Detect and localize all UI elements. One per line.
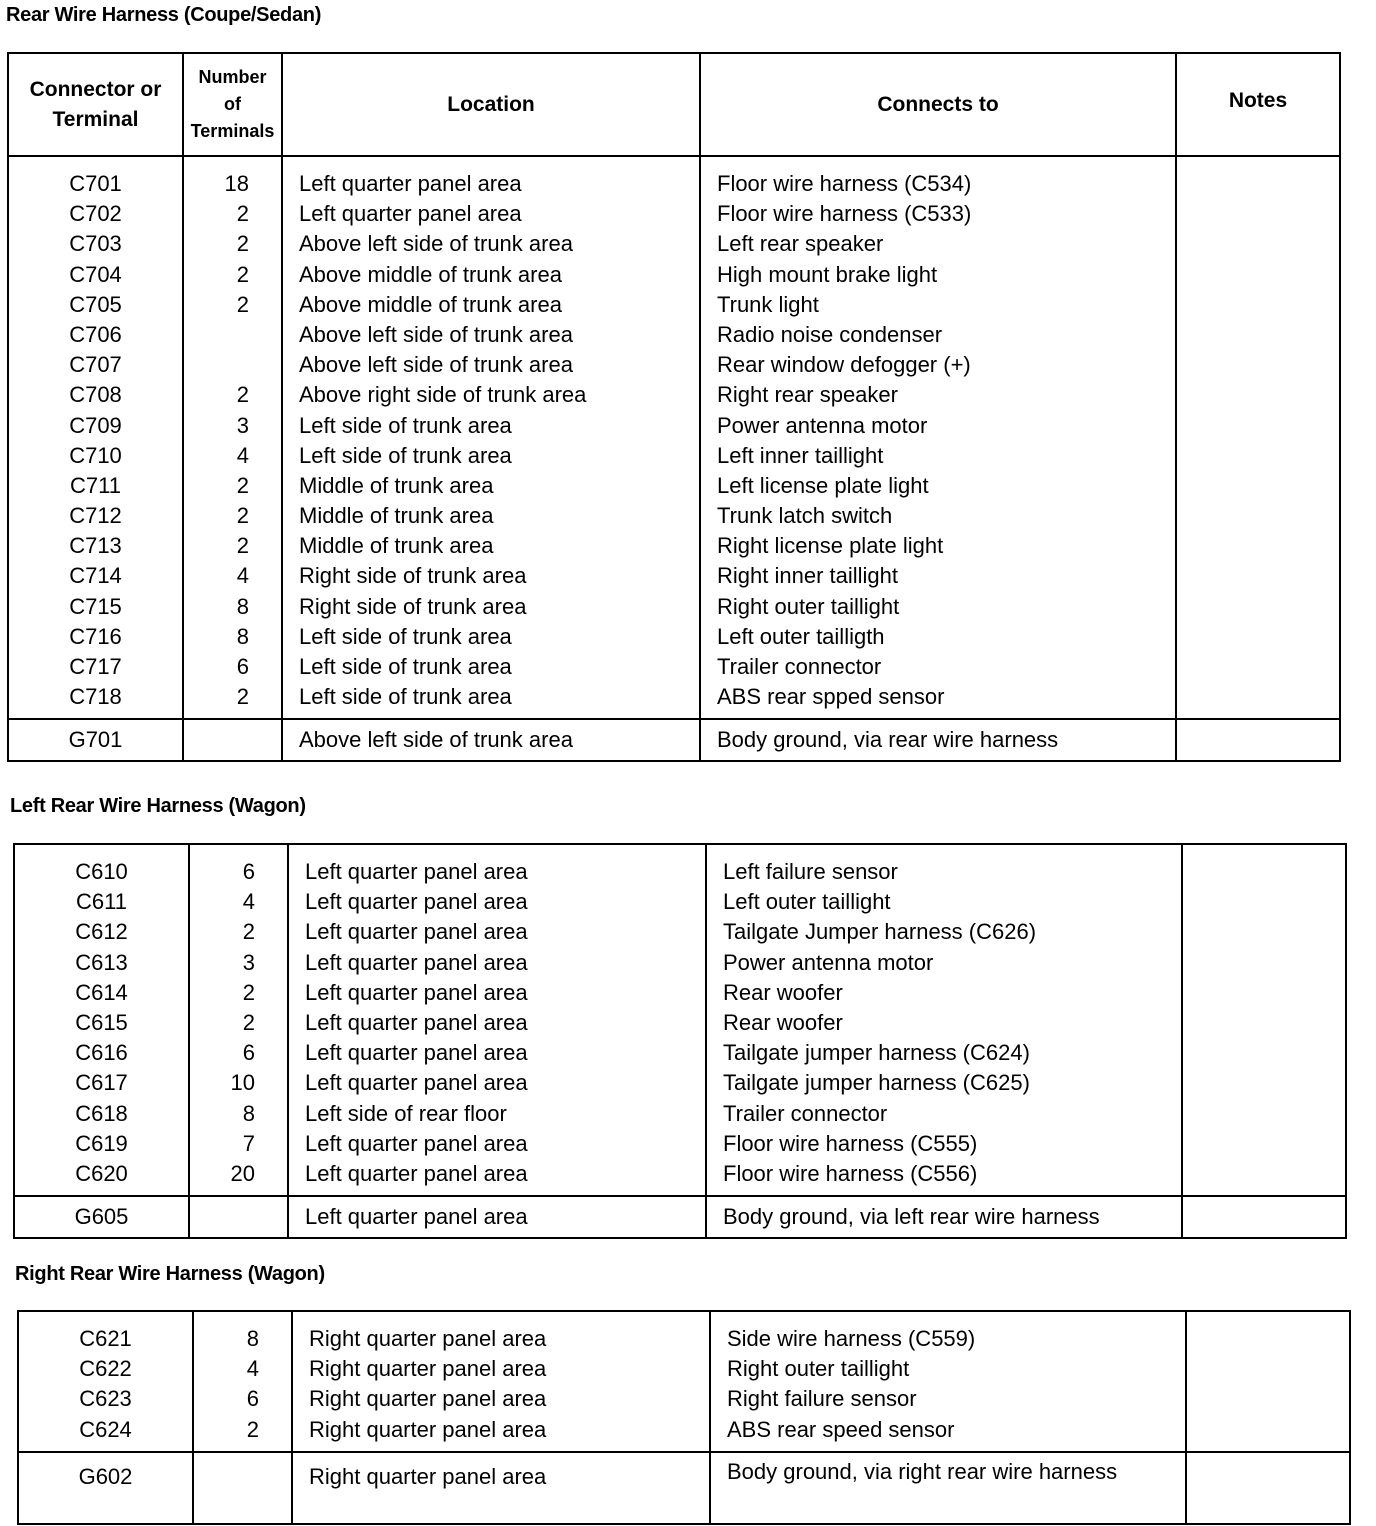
location-text: Left quarter panel area xyxy=(305,949,528,975)
location-text: Above left side of trunk area xyxy=(299,352,573,378)
ground-row xyxy=(14,1196,1346,1238)
location-text: Middle of trunk area xyxy=(299,503,494,529)
ground-location: Left quarter panel area xyxy=(288,1196,706,1238)
connector-id: C708 xyxy=(69,382,122,408)
harness-table-left-rear-wagon xyxy=(13,843,1347,1239)
connects-to-text: Side wire harness (C559) xyxy=(727,1326,976,1351)
terminal-count: 3 xyxy=(242,949,255,975)
location-text: Left quarter panel area xyxy=(305,1070,528,1096)
location-text: Left side of rear floor xyxy=(305,1100,507,1126)
connects-to-text: Left outer tailligth xyxy=(717,623,885,649)
terminal-count: 2 xyxy=(236,503,249,529)
location-text: Left quarter panel area xyxy=(305,979,528,1005)
connector-id: C710 xyxy=(69,442,122,468)
connects-to-text: Floor wire harness (C556) xyxy=(723,1160,978,1186)
header-location: Location xyxy=(282,53,700,156)
connector-column xyxy=(18,1311,193,1452)
location-text: Left side of trunk area xyxy=(299,654,512,679)
connector-id: C716 xyxy=(69,623,122,649)
location-text: Left side of trunk area xyxy=(299,442,512,468)
location-text: Right side of trunk area xyxy=(299,593,527,619)
connector-id: C617 xyxy=(75,1070,128,1096)
ground-location: Above left side of trunk area xyxy=(282,719,700,761)
terminal-count: 4 xyxy=(236,442,249,468)
connector-id: C618 xyxy=(75,1100,128,1126)
harness-table-rear-coupe-sedan xyxy=(7,52,1341,762)
connector-id: C613 xyxy=(75,949,128,975)
location-text: Right quarter panel area xyxy=(309,1386,547,1412)
location-text: Middle of trunk area xyxy=(299,533,494,559)
connector-id: C715 xyxy=(69,593,122,619)
location-text: Right quarter panel area xyxy=(309,1356,547,1382)
terminal-count: 2 xyxy=(236,472,249,498)
terminal-count: 2 xyxy=(242,1009,255,1035)
location-text: Above middle of trunk area xyxy=(299,291,562,317)
header-connector: Connector or Terminal xyxy=(8,53,183,156)
connector-id: C615 xyxy=(75,1009,128,1035)
rows-block xyxy=(14,844,1346,1196)
connector-id: C707 xyxy=(69,352,122,378)
connector-id: C623 xyxy=(79,1386,132,1412)
connects-to-column xyxy=(710,1311,1186,1452)
ground-connects-to: Body ground, via right rear wire harness xyxy=(710,1452,1186,1524)
terminal-count: 3 xyxy=(236,412,249,438)
connects-to-text: Right failure sensor xyxy=(727,1386,917,1412)
location-text: Left quarter panel area xyxy=(305,1130,528,1156)
ground-id: G701 xyxy=(8,719,183,761)
connects-to-text: Rear woofer xyxy=(723,979,843,1005)
connects-to-text: Floor wire harness (C555) xyxy=(723,1130,978,1156)
ground-notes xyxy=(1176,719,1340,761)
terminal-count xyxy=(184,350,249,380)
terminal-count: 2 xyxy=(236,201,249,227)
terminal-count: 6 xyxy=(236,654,249,679)
terminal-count: 2 xyxy=(236,533,249,559)
ground-notes xyxy=(1182,1196,1346,1238)
connects-to-text: Left rear speaker xyxy=(717,231,884,257)
terminal-count: 4 xyxy=(242,889,255,915)
location-text: Above left side of trunk area xyxy=(299,231,573,257)
location-text: Left side of trunk area xyxy=(299,623,512,649)
location-column xyxy=(282,156,700,719)
ground-id: G602 xyxy=(18,1452,193,1524)
location-text: Left side of trunk area xyxy=(299,412,512,438)
terminal-count: 8 xyxy=(242,1100,255,1126)
terminal-count: 10 xyxy=(230,1070,255,1096)
terminal-count: 6 xyxy=(246,1386,259,1412)
ground-connects-to: Body ground, via left rear wire harness xyxy=(706,1196,1182,1238)
header-connects-to: Connects to xyxy=(700,53,1176,156)
location-text: Left side of trunk area xyxy=(299,684,512,710)
connects-to-column xyxy=(706,844,1182,1196)
location-text: Left quarter panel area xyxy=(305,1009,528,1035)
section-title-right-rear-wagon: Right Rear Wire Harness (Wagon) xyxy=(15,1263,325,1285)
ground-terminals xyxy=(183,719,282,761)
terminal-count: 8 xyxy=(246,1326,259,1351)
connector-id: C705 xyxy=(69,291,122,317)
connects-to-text: ABS rear speed sensor xyxy=(727,1416,955,1442)
location-text: Left quarter panel area xyxy=(305,859,528,884)
harness-table-right-rear-wagon xyxy=(17,1310,1351,1525)
terminal-count: 6 xyxy=(242,1040,255,1066)
connector-id: C616 xyxy=(75,1040,128,1066)
connects-to-text: Left failure sensor xyxy=(723,859,898,884)
connector-id: C612 xyxy=(75,919,128,945)
connects-to-text: Trailer connector xyxy=(717,654,882,679)
header-number-line-3: Terminals xyxy=(190,121,275,141)
terminal-count: 2 xyxy=(242,979,255,1005)
connects-to-text: Right inner taillight xyxy=(717,563,898,589)
terminal-count: 2 xyxy=(236,382,249,408)
connector-id: C711 xyxy=(70,472,121,498)
location-text: Left quarter panel area xyxy=(305,919,528,945)
location-text: Left quarter panel area xyxy=(305,1040,528,1066)
connects-to-text: Power antenna motor xyxy=(723,949,934,975)
notes-column xyxy=(1182,844,1346,1196)
location-text: Left quarter panel area xyxy=(305,1160,528,1186)
connector-id: C717 xyxy=(69,654,122,679)
rows-block xyxy=(18,1311,1350,1452)
ground-row xyxy=(8,719,1340,761)
connects-to-text: Trunk latch switch xyxy=(717,503,893,529)
connects-to-column xyxy=(700,156,1176,719)
connector-id: C614 xyxy=(75,979,128,1005)
terminal-count: 8 xyxy=(236,593,249,619)
connector-id: C714 xyxy=(69,563,122,589)
ground-location: Right quarter panel area xyxy=(292,1452,710,1524)
connector-id: C718 xyxy=(69,684,122,710)
connects-to-text: ABS rear spped sensor xyxy=(717,684,945,710)
ground-terminals xyxy=(193,1452,292,1524)
connector-id: C704 xyxy=(69,261,122,287)
connector-column xyxy=(14,844,189,1196)
location-text: Right quarter panel area xyxy=(309,1326,547,1351)
terminal-count: 4 xyxy=(246,1356,259,1382)
location-text: Left quarter panel area xyxy=(299,201,522,227)
connector-id: C701 xyxy=(69,171,122,196)
terminal-count xyxy=(184,320,249,350)
connector-id: C703 xyxy=(69,231,122,257)
terminal-count: 2 xyxy=(242,919,255,945)
terminal-count: 2 xyxy=(236,261,249,287)
connects-to-text: Right outer taillight xyxy=(717,593,900,619)
header-number-line-2: of xyxy=(224,94,241,114)
location-text: Above middle of trunk area xyxy=(299,261,562,287)
connects-to-text: Right license plate light xyxy=(717,533,944,559)
connects-to-text: Radio noise condenser xyxy=(717,321,943,347)
terminal-count: 2 xyxy=(246,1416,259,1442)
connects-to-text: Right rear speaker xyxy=(717,382,898,408)
connects-to-text: Tailgate Jumper harness (C626) xyxy=(723,919,1037,945)
terminal-count: 2 xyxy=(236,231,249,257)
rows-block xyxy=(8,156,1340,719)
terminal-count: 7 xyxy=(242,1130,255,1156)
connects-to-text: Left outer taillight xyxy=(723,889,891,915)
notes-column xyxy=(1176,156,1340,719)
location-text: Left quarter panel area xyxy=(299,171,522,196)
terminal-count: 2 xyxy=(236,291,249,317)
connector-id: C713 xyxy=(69,533,122,559)
connects-to-text: Rear window defogger (+) xyxy=(717,352,971,378)
ground-connects-to: Body ground, via rear wire harness xyxy=(700,719,1176,761)
terminal-count-column xyxy=(183,156,282,719)
connector-id: C712 xyxy=(69,503,122,529)
connects-to-text: High mount brake light xyxy=(717,261,938,287)
connector-id: C620 xyxy=(75,1160,128,1186)
header-number-of-terminals xyxy=(183,53,282,156)
connects-to-text: Trailer connector xyxy=(723,1100,888,1126)
connects-to-text: Tailgate jumper harness (C625) xyxy=(723,1070,1030,1096)
location-text: Above right side of trunk area xyxy=(299,382,587,408)
notes-column xyxy=(1186,1311,1350,1452)
terminal-count-column xyxy=(189,844,288,1196)
terminal-count: 8 xyxy=(236,623,249,649)
connector-id: C622 xyxy=(79,1356,132,1382)
terminal-count-column xyxy=(193,1311,292,1452)
ground-id: G605 xyxy=(14,1196,189,1238)
location-text: Right quarter panel area xyxy=(309,1416,547,1442)
terminal-count: 2 xyxy=(236,684,249,710)
ground-notes xyxy=(1186,1452,1350,1524)
terminal-count: 20 xyxy=(230,1160,255,1186)
connector-id: C709 xyxy=(69,412,122,438)
location-text: Left quarter panel area xyxy=(305,889,528,915)
connector-id: C610 xyxy=(75,859,128,884)
terminal-count: 18 xyxy=(224,171,249,196)
connects-to-text: Left license plate light xyxy=(717,472,929,498)
connector-column xyxy=(8,156,183,719)
connects-to-text: Tailgate jumper harness (C624) xyxy=(723,1040,1030,1066)
section-title-left-rear-wagon: Left Rear Wire Harness (Wagon) xyxy=(10,795,306,817)
location-text: Above left side of trunk area xyxy=(299,321,573,347)
location-text: Right side of trunk area xyxy=(299,563,527,589)
terminal-count: 6 xyxy=(242,859,255,884)
section-title-rear-coupe-sedan: Rear Wire Harness (Coupe/Sedan) xyxy=(6,4,322,26)
location-column xyxy=(288,844,706,1196)
connects-to-text: Left inner taillight xyxy=(717,442,884,468)
connects-to-text: Right outer taillight xyxy=(727,1356,910,1382)
connects-to-text: Floor wire harness (C534) xyxy=(717,171,972,196)
connects-to-text: Power antenna motor xyxy=(717,412,928,438)
connects-to-text: Rear woofer xyxy=(723,1009,843,1035)
connector-id: C702 xyxy=(69,201,122,227)
location-text: Middle of trunk area xyxy=(299,472,494,498)
connector-id: C619 xyxy=(75,1130,128,1156)
header-notes: Notes xyxy=(1176,53,1340,156)
location-column xyxy=(292,1311,710,1452)
connects-to-text: Floor wire harness (C533) xyxy=(717,201,972,227)
terminal-count: 4 xyxy=(236,563,249,589)
ground-row xyxy=(18,1452,1350,1524)
header-number-line-1: Number xyxy=(198,67,267,87)
connector-id: C611 xyxy=(76,889,127,915)
connects-to-text: Trunk light xyxy=(717,291,819,317)
ground-terminals xyxy=(189,1196,288,1238)
connector-id: C624 xyxy=(79,1416,132,1442)
connector-id: C706 xyxy=(69,321,122,347)
connector-id: C621 xyxy=(79,1326,132,1351)
